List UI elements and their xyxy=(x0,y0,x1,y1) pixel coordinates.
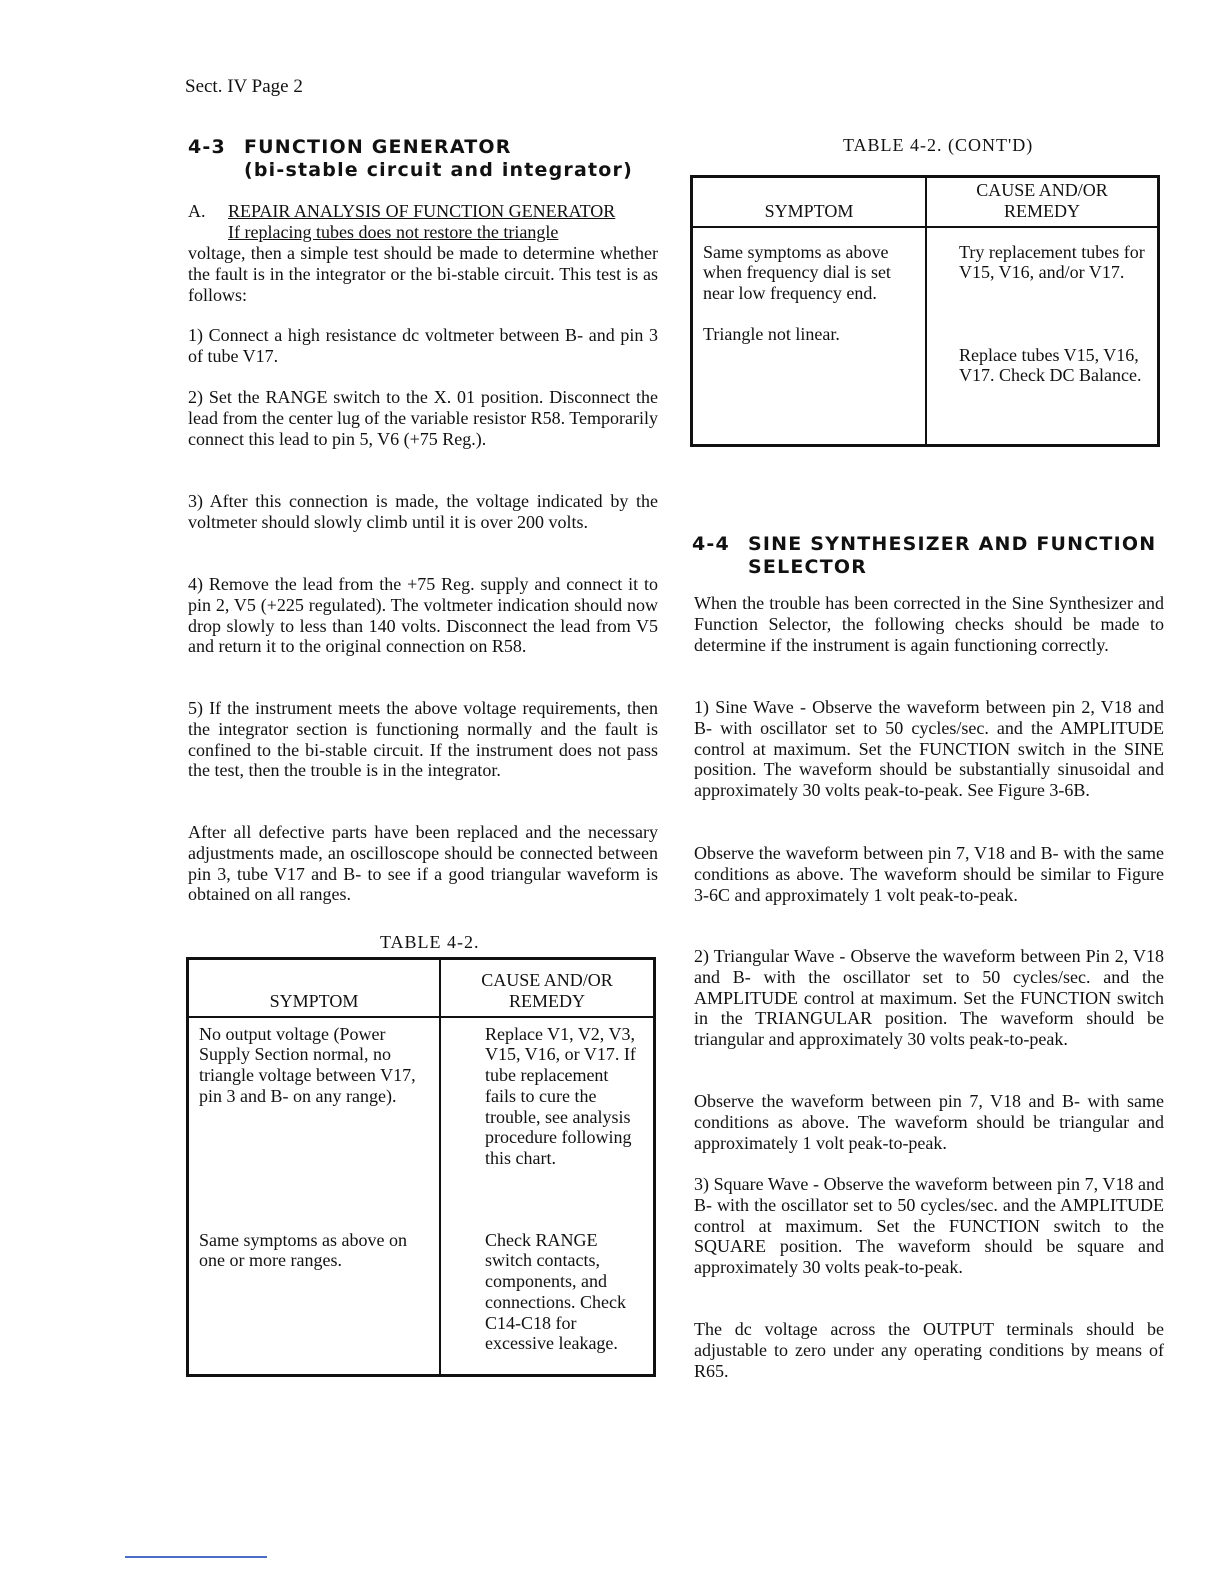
repair-analysis-title xyxy=(188,201,658,222)
symptom-cell-content xyxy=(189,1018,439,1272)
section-title-line2: SELECTOR xyxy=(748,556,868,578)
repair-first-line xyxy=(228,222,658,243)
repair-first-line-text: If replacing tubes does not restore the triangle xyxy=(228,222,559,242)
after-repair-paragraph: After all defective parts have been replaced and the necessary adjustments made, an oscilloscope should be connected between pin 3, tube V17 and B- to see if a good triangular waveform is obtained on all ranges. xyxy=(188,822,658,905)
page-footer-rule xyxy=(125,1556,267,1558)
table-caption: TABLE 4-2. xyxy=(380,932,480,952)
section-number: 4-4 xyxy=(692,533,730,555)
sine-wave-pin7-check: Observe the waveform between pin 7, V18 and B- with the same conditions as above. The waveform should be similar to Figure 3-6C and approximately 1 volt peak-to-peak. xyxy=(694,843,1164,905)
sine-intro-paragraph: When the trouble has been corrected in the Sine Synthesizer and Function Selector, the following checks should be made to determine if the instrument is again functioning correctly. xyxy=(694,593,1164,655)
col-cause-remedy xyxy=(926,177,1159,227)
symptom-cell xyxy=(188,1017,441,1376)
symptom-entry: Same symptoms as above when frequency dial is set near low frequency end. xyxy=(703,241,891,304)
remedy-cell-content xyxy=(441,1018,653,1355)
col-cause-remedy xyxy=(440,959,655,1017)
col-symptom: SYMPTOM xyxy=(692,177,927,227)
step-5: 5) If the instrument meets the above voltage requirements, then the integrator section is functioning normally and the fault is confined to the bi-stable circuit. If the instrument does not pass the test, then the trouble is in the integrator. xyxy=(188,698,658,781)
troubleshooting-table-cont xyxy=(690,175,1160,447)
section-title-line2: (bi-stable circuit and integrator) xyxy=(244,159,634,181)
remedy-entry: Replace tubes V15, V16, V17. Check DC Balance. xyxy=(959,344,1142,386)
table-row xyxy=(188,1017,655,1376)
col-symptom: SYMPTOM xyxy=(188,959,441,1017)
triangular-wave-check: 2) Triangular Wave - Observe the waveform between Pin 2, V18 and B- with the oscillator set to 50 cycles/sec. and the AMPLITUDE control at maximum. Set the FUNCTION switch in the TRIANGULAR position. The waveform should be triangular and approximately 30 volts peak-to-peak. xyxy=(694,946,1164,1050)
remedy-cell xyxy=(440,1017,655,1376)
symptom-entry: No output voltage (Power Supply Section normal, no triangle voltage between V17, pin 3 and B- on any range). xyxy=(199,1023,416,1106)
section-heading-4-4 xyxy=(692,533,1162,579)
intro-paragraph: voltage, then a simple test should be made to determine whether the fault is in the integrator or the bi-stable circuit. This test is as follows: xyxy=(188,243,658,305)
square-wave-check: 3) Square Wave - Observe the waveform between pin 7, V18 and B- with the oscillator set to 50 cycles/sec. and the AMPLITUDE control at maximum. Set the FUNCTION switch to the SQUARE position. The waveform should be square and approximately 30 volts peak-to-peak. xyxy=(694,1174,1164,1278)
remedy-entry: Check RANGE switch contacts, components, and connections. Check C14-C18 for excessive leakage. xyxy=(485,1229,626,1354)
repair-title: REPAIR ANALYSIS OF FUNCTION GENERATOR xyxy=(228,201,616,221)
sine-wave-check: 1) Sine Wave - Observe the waveform between pin 2, V18 and B- with oscillator set to 50 cycles/sec. and the AMPLITUDE control at maximum. Set the FUNCTION switch in the SINE position. The waveform should be substantially sinusoidal and approximately 30 volts peak-to-peak. See Figure 3-6B. xyxy=(694,697,1164,801)
step-2: 2) Set the RANGE switch to the X. 01 position. Disconnect the lead from the center lug of the variable resistor R58. Temporarily connect this lead to pin 5, V6 (+75 Reg.). xyxy=(188,387,658,449)
remedy-cell-content xyxy=(927,228,1157,387)
remedy-entry: Replace V1, V2, V3, V15, V16, or V17. If tube replacement fails to cure the trouble, see analysis procedure following this chart. xyxy=(485,1023,636,1169)
table-header-row xyxy=(692,177,1159,227)
repair-label: A. xyxy=(188,201,206,221)
troubleshooting-table xyxy=(186,957,656,1377)
section-title-line1: FUNCTION GENERATOR xyxy=(244,136,512,158)
triangular-wave-pin7-check: Observe the waveform between pin 7, V18 and B- with same conditions as above. The waveform should be triangular and approximately 1 volt peak-to-peak. xyxy=(694,1091,1164,1153)
section-number: 4-3 xyxy=(188,136,226,158)
col-cause-remedy-text: CAUSE AND/OR REMEDY xyxy=(976,179,1108,221)
step-3: 3) After this connection is made, the voltage indicated by the voltmeter should slowly climb until it is over 200 volts. xyxy=(188,491,658,532)
table-header-row xyxy=(188,959,655,1017)
step-4: 4) Remove the lead from the +75 Reg. supply and connect it to pin 2, V5 (+225 regulated). The voltmeter indication should now drop slowly to less than 140 volts. Disconnect the lead from V5 and return it to the original connection on R58. xyxy=(188,574,658,657)
remedy-entry: Try replacement tubes for V15, V16, and/or V17. xyxy=(959,241,1145,283)
output-dc-voltage-note: The dc voltage across the OUTPUT terminals should be adjustable to zero under any operating conditions by means of R65. xyxy=(694,1319,1164,1381)
col-cause-remedy-text: CAUSE AND/OR REMEDY xyxy=(481,969,613,1011)
symptom-entry: Triangle not linear. xyxy=(703,323,840,344)
section-title-line1: SINE SYNTHESIZER AND FUNCTION xyxy=(748,533,1157,555)
remedy-cell xyxy=(926,227,1159,446)
symptom-entry: Same symptoms as above on one or more ranges. xyxy=(199,1229,407,1271)
symptom-cell-content xyxy=(693,228,925,345)
page-header: Sect. IV Page 2 xyxy=(185,76,303,97)
step-1: 1) Connect a high resistance dc voltmeter between B- and pin 3 of tube V17. xyxy=(188,325,658,366)
section-heading-4-3 xyxy=(188,136,658,182)
symptom-cell xyxy=(692,227,927,446)
table-cont-caption: TABLE 4-2. (CONT'D) xyxy=(843,135,1034,155)
table-row xyxy=(692,227,1159,446)
